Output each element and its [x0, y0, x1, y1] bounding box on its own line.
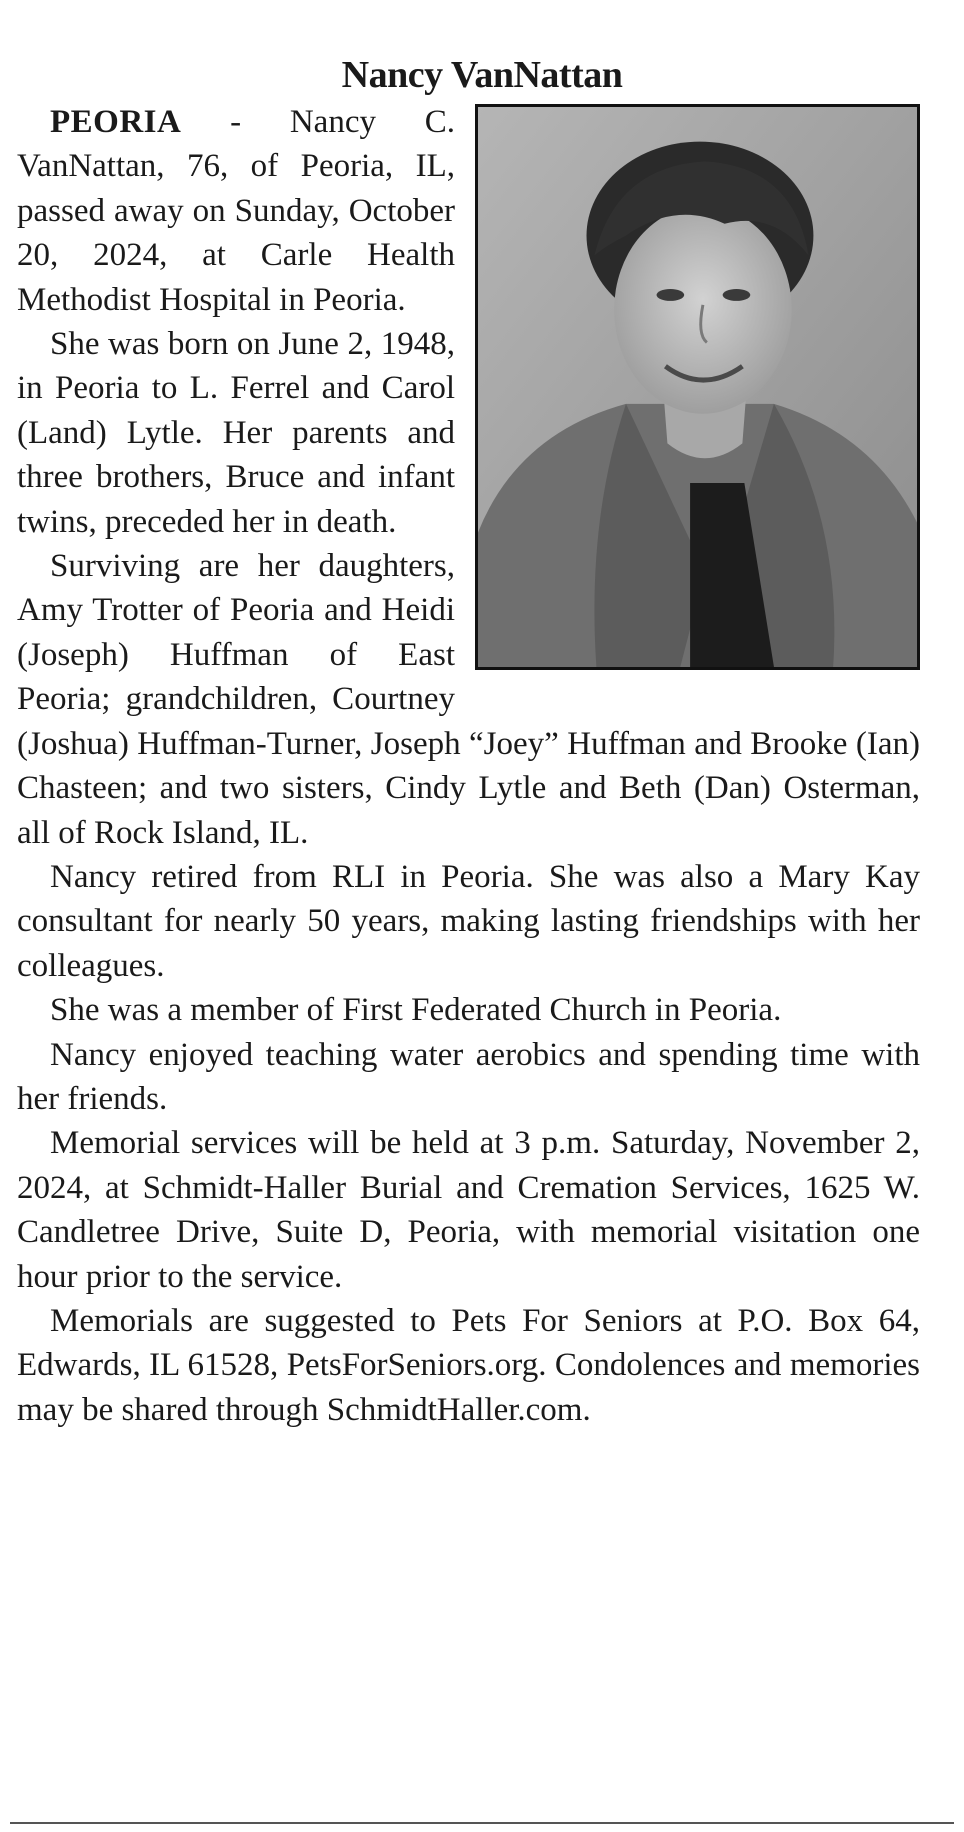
- paragraph-church: She was a member of First Federated Church in Peoria.: [50, 992, 782, 1029]
- dateline: PEORIA: [50, 104, 182, 140]
- obituary-title: Nancy VanNattan: [341, 54, 623, 97]
- paragraph-1-text: Nancy C. VanNattan, 76, of Peoria, IL, passed away on Sunday, October 20, 2024, at Carle Health Methodist Hospital in Peoria.: [17, 104, 455, 318]
- bottom-divider: [10, 1822, 954, 1824]
- paragraph-memorials: Memorials are suggested to Pets For Seniors at P.O. Box 64, Edwards, IL 61528, PetsForSeniors.org. Condolences and memories may be shared through SchmidtHaller.com.: [17, 1302, 920, 1428]
- dateline-separator: -: [181, 104, 290, 140]
- portrait-illustration: [478, 107, 917, 667]
- paragraph-birth: She was born on June 2, 1948, in Peoria to L. Ferrel and Carol (Land) Lytle. Her parents and three brothers, Bruce and infant twins, preceded her in death.: [17, 326, 455, 540]
- portrait-photo: [475, 104, 920, 670]
- obituary-body: [17, 100, 920, 1432]
- paragraph-career: Nancy retired from RLI in Peoria. She was also a Mary Kay consultant for nearly 50 years, making lasting friendships with her colleagues.: [17, 858, 920, 984]
- paragraph-hobbies: Nancy enjoyed teaching water aerobics and spending time with her friends.: [17, 1036, 920, 1117]
- paragraph-survivors: Surviving are her daughters, Amy Trotter of Peoria and Heidi (Joseph) Huffman of East Peoria; grandchildren, Courtney (Joshua) Huffman-Turner, Joseph “Joey” Huffman and Brooke (Ian) Chasteen; and two sisters, Cindy Lytle and Beth (Dan) Osterman, all of Rock Island, IL.: [17, 548, 920, 851]
- paragraph-services: Memorial services will be held at 3 p.m. Saturday, November 2, 2024, at Schmidt-Haller Burial and Cremation Services, 1625 W. Candletree Drive, Suite D, Peoria, with memorial visitation one hour prior to the service.: [17, 1125, 920, 1295]
